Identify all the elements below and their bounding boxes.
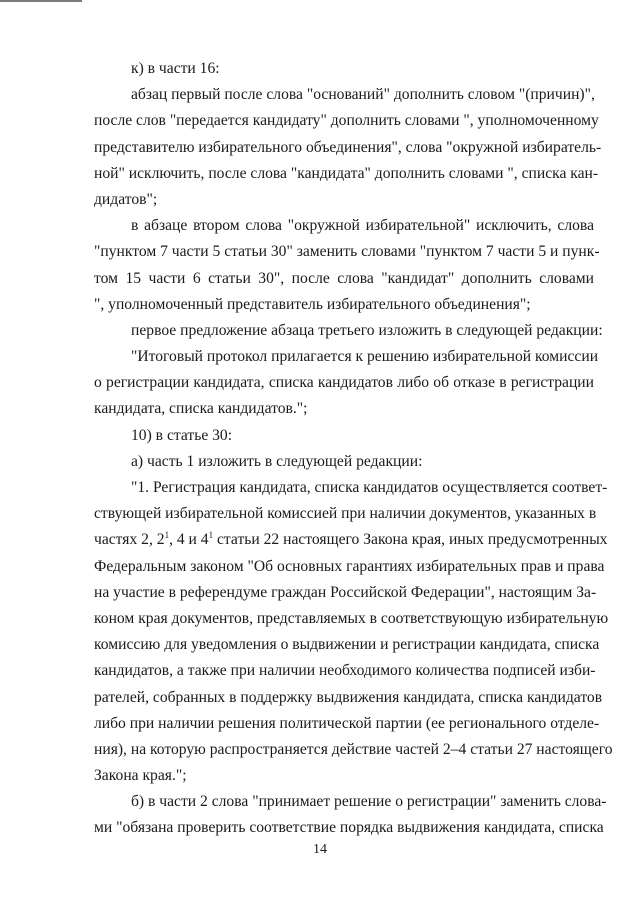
text-line: ", уполномоченный представитель избирательного объединения"; [94,295,531,313]
scan-edge-mark [0,0,82,2]
text-line: "пунктом 7 части 5 статьи 30" заменить словами "пунктом 7 части 5 и пунк- [94,243,600,261]
text-line: либо при наличии решения политической партии (ее регионального отделе- [94,714,600,732]
text-line: 10) в статье 30: [131,426,233,444]
text-line: первое предложение абзаца третьего изложить в следующей редакции: [131,321,603,339]
text-line: кандидата, списка кандидатов."; [94,400,308,418]
document-body [94,56,613,842]
text-line: представителю избирательного объединения", слова "окружной избиратель- [94,138,602,156]
text-segment: частях 2, 2 [94,531,165,549]
text-line: ния), на которую распространяется действие частей 2–4 статьи 27 настоящего [94,740,613,758]
text-line: Закона края."; [94,767,187,785]
text-line: "Итоговый протокол прилагается к решению избирательной комиссии [131,348,599,366]
text-line: а) часть 1 изложить в следующей редакции: [131,452,423,470]
text-line: о регистрации кандидата, списка кандидатов либо об отказе в регистрации [94,374,594,392]
superscript: 1 [208,530,214,541]
text-line: том 15 части 6 статьи 30", после слова "кандидат" дополнить словами [94,269,594,287]
text-line [94,527,608,553]
superscript: 1 [164,530,170,541]
text-line: ствующей избирательной комиссией при наличии документов, указанных в [94,505,597,523]
text-segment: статьи 22 настоящего Закона края, иных предусмотренных [213,531,608,549]
text-segment: , 4 и 4 [169,531,209,549]
text-line: после слов "передается кандидату" дополнить словами ", уполномоченному [94,112,599,130]
text-line: на участие в референдуме граждан Российской Федерации", настоящим За- [94,583,597,601]
text-line: комиссию для уведомления о выдвижении и регистрации кандидата, списка [94,636,600,654]
text-line: кандидатов, а также при наличии необходимого количества подписей изби- [94,662,596,680]
text-line: абзац первый после слова "оснований" дополнить словом "(причин)", [131,86,595,104]
text-line: ми "обязана проверить соответствие порядка выдвижения кандидата, списка [94,819,604,837]
text-line: рателей, собранных в поддержку выдвижения кандидата, списка кандидатов [94,688,603,706]
page-number: 14 [313,842,327,857]
text-line: ной" исключить, после слова "кандидата" дополнить словами ", списка кан- [94,164,599,182]
text-line: Федеральным законом "Об основных гарантиях избирательных прав и права [94,557,605,575]
text-line: в абзаце втором слова "окружной избирательной" исключить, слова [131,217,594,235]
text-line: коном края документов, представляемых в соответствующую избирательную [94,609,609,627]
text-line: дидатов"; [94,190,158,208]
text-line: б) в части 2 слова "принимает решение о регистрации" заменить слова- [131,793,607,811]
text-line: к) в части 16: [131,60,220,77]
text-line: "1. Регистрация кандидата, списка кандидатов осуществляется соответ- [131,479,608,496]
